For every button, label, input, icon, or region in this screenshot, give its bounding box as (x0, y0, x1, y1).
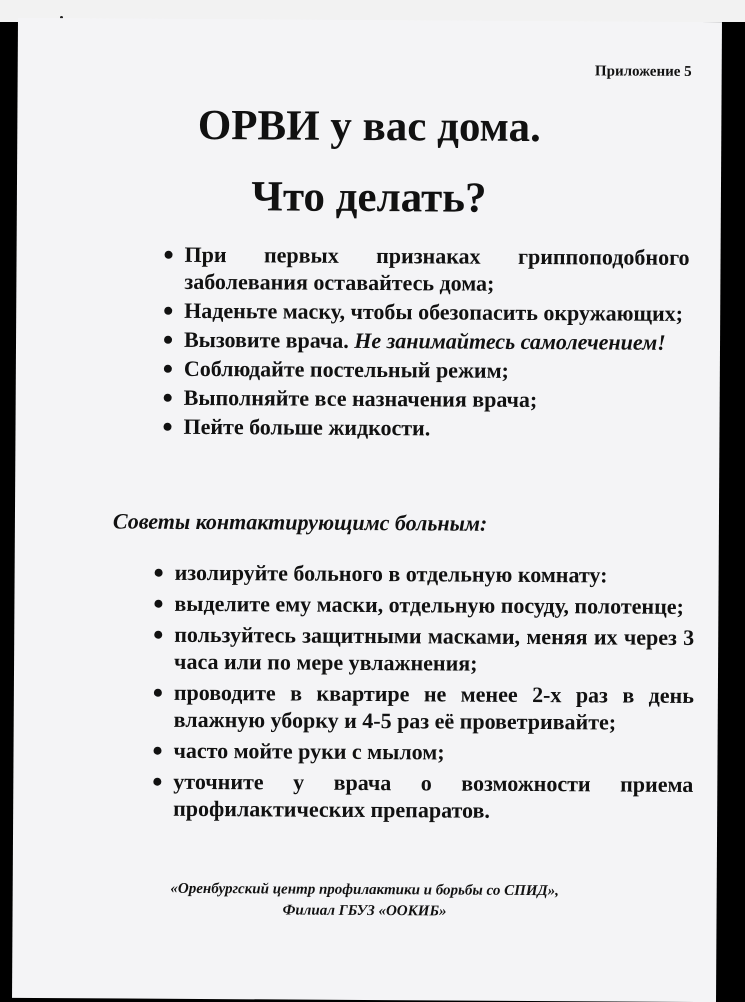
list-item: При первых признаках гриппоподобного заболевания оставайтесь дома; (164, 241, 689, 298)
list-item: Наденьте маску, чтобы обезопасить окружающих; (164, 297, 689, 327)
list-item: пользуйтесь защитными масками, меняя их через 3 часа или по мере увлажнения; (154, 621, 694, 678)
title-line-2: Что делать? (251, 173, 487, 222)
appendix-label: Приложение 5 (594, 63, 692, 80)
contact-advice-heading: Советы контактирующимс больным: (112, 508, 488, 536)
list-item: проводите в квартире не менее 2-х раз в день влажную уборку и 4-5 раз её проветривайте; (154, 679, 694, 736)
home-advice-list (163, 241, 689, 445)
list-item: Вызовите врача. Не занимайтесь самолечением! (164, 326, 689, 356)
italic-warning: Не занимайтесь самолечением! (354, 327, 666, 355)
footer-credit (12, 878, 716, 924)
title-line-1: ОРВИ у вас дома. (197, 101, 542, 152)
footer-line-2: Филиал ГБУЗ «ООКИБ» (282, 902, 447, 920)
list-item: Выполняйте все назначения врача; (164, 384, 689, 414)
list-item: Соблюдайте постельный режим; (164, 355, 689, 385)
footer-line-1: «Оренбургский центр профилактики и борьбы со СПИД», (170, 880, 559, 900)
list-item: изолируйте больного в отдельную комнату: (155, 559, 695, 589)
list-item: часто мойте руки с мылом; (153, 737, 693, 767)
list-item: уточните у врача о возможности приема профилактических препаратов. (153, 768, 693, 825)
list-item: Пейте больше жидкости. (163, 413, 688, 443)
document-page (12, 18, 722, 1002)
contact-advice-list (153, 559, 695, 829)
list-item: выделите ему маски, отдельную посуду, полотенце; (154, 590, 694, 620)
